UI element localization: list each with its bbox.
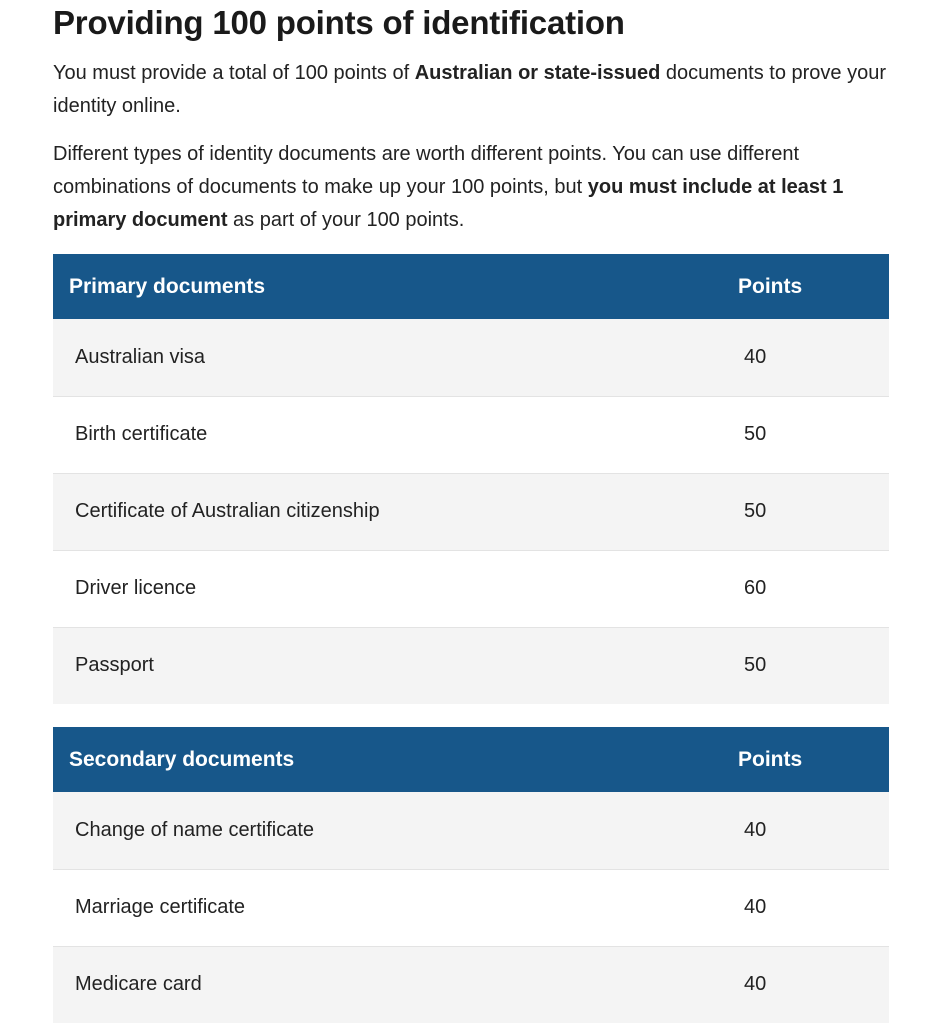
intro-text-end: documents to prove your identity online. <box>53 62 887 117</box>
table-row <box>53 319 889 396</box>
intro-paragraph <box>53 57 889 123</box>
document-points: 40 <box>744 973 767 996</box>
document-points: 50 <box>744 654 767 677</box>
document-name: Medicare card <box>75 973 202 996</box>
table-row <box>53 792 889 869</box>
primary-header-document: Primary documents <box>69 274 266 298</box>
primary-header-points: Points <box>738 274 803 298</box>
intro-bold-text: Australian or state-issued <box>414 62 661 84</box>
document-name: Passport <box>75 654 154 677</box>
table-row <box>53 396 889 473</box>
document-points: 50 <box>744 500 767 522</box>
main-content <box>53 0 889 1023</box>
secondary-header-points: Points <box>738 747 803 771</box>
page-title: Providing 100 points of identification <box>53 4 625 41</box>
document-name: Change of name certificate <box>75 818 315 841</box>
document-points: 60 <box>744 577 767 599</box>
document-points: 40 <box>744 818 767 841</box>
secondary-header-document: Secondary documents <box>69 747 295 771</box>
secondary-documents-table <box>53 727 889 1023</box>
secondary-table-header <box>53 727 889 792</box>
primary-table-header <box>53 254 889 319</box>
intro-text-start: You must provide a total of 100 points of <box>53 62 415 84</box>
table-row <box>53 869 889 946</box>
combination-paragraph <box>53 138 889 237</box>
table-row <box>53 627 889 704</box>
combination-text-end: as part of your 100 points. <box>227 209 465 231</box>
document-name: Certificate of Australian citizenship <box>75 500 380 522</box>
document-name: Australian visa <box>75 345 206 368</box>
table-row <box>53 946 889 1023</box>
document-name: Marriage certificate <box>75 896 246 918</box>
table-row <box>53 550 889 627</box>
table-row <box>53 473 889 550</box>
primary-documents-table <box>53 254 889 704</box>
combination-bold-text: you must include at least 1 primary document <box>53 176 844 231</box>
document-points: 50 <box>744 423 767 445</box>
combination-text-start: Different types of identity documents are worth different points. You can use different combinations of documents to make up your 100 points, but <box>53 143 800 198</box>
document-name: Driver licence <box>75 577 197 599</box>
document-name: Birth certificate <box>75 423 208 445</box>
document-points: 40 <box>744 896 767 918</box>
document-points: 40 <box>744 345 767 368</box>
